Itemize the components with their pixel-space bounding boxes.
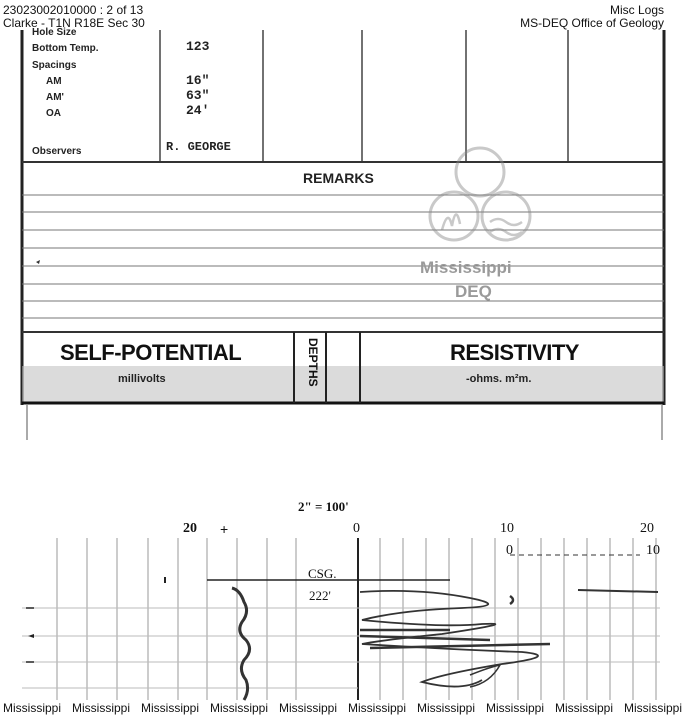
collection-text: Misc Logs	[609, 3, 664, 17]
amp-value: 63"	[186, 88, 210, 103]
casing-label: CSG.	[308, 566, 337, 581]
footer-watermark: Mississippi	[348, 701, 407, 715]
res-scale-20: 20	[640, 521, 654, 536]
remarks-title: REMARKS	[303, 170, 374, 186]
log-grid	[0, 500, 670, 700]
observers-value: R. GEORGE	[166, 140, 231, 154]
footer-watermark: Mississippi	[210, 701, 269, 715]
res-scale-10: 10	[500, 521, 514, 536]
sp-scale-label: 20	[183, 521, 197, 536]
hole-size-label: Hole Size	[32, 27, 77, 38]
watermark-line1: Mississippi	[420, 258, 512, 277]
sp-unit: millivolts	[118, 373, 166, 385]
res-scale2-10: 10	[646, 543, 660, 558]
footer-watermark: Mississippi	[141, 701, 200, 715]
footer-watermark: Mississippi	[624, 701, 682, 715]
footer-watermark: Mississippi	[3, 701, 62, 715]
amp-label: AM'	[46, 92, 64, 103]
depths-label	[298, 338, 324, 400]
res-scale-0: 0	[353, 521, 360, 536]
res-title: RESISTIVITY	[450, 340, 579, 365]
bottom-temp-value: 123	[186, 39, 210, 54]
am-value: 16"	[186, 73, 210, 88]
footer-watermark-row	[0, 701, 682, 715]
log-scale-label: 2" = 100'	[298, 499, 349, 514]
res-scale2-0: 0	[506, 543, 513, 558]
footer-watermark: Mississippi	[417, 701, 476, 715]
agency-text: MS-DEQ Office of Geology	[520, 16, 664, 30]
casing-depth: 222'	[309, 588, 331, 603]
watermark-line2: DEQ	[455, 282, 492, 301]
spacings-label: Spacings	[32, 60, 77, 71]
footer-watermark: Mississippi	[72, 701, 131, 715]
res-unit: -ohms. m²m.	[466, 373, 532, 385]
oa-label: OA	[46, 108, 61, 119]
bottom-temp-label: Bottom Temp.	[32, 43, 99, 54]
observers-label: Observers	[32, 146, 82, 157]
oa-value: 24'	[186, 103, 210, 118]
footer-watermark: Mississippi	[486, 701, 545, 715]
sp-title: SELF-POTENTIAL	[60, 340, 242, 365]
am-label: AM	[46, 76, 62, 87]
location-text: Clarke - T1N R18E Sec 30	[3, 16, 145, 30]
mdeq-logo-icon	[414, 140, 544, 260]
depths-text: DEPTHS	[306, 338, 320, 387]
sp-plus-label: +	[220, 521, 229, 537]
document-id: 23023002010000 : 2 of 13	[3, 3, 144, 17]
footer-watermark: Mississippi	[555, 701, 614, 715]
footer-watermark: Mississippi	[279, 701, 338, 715]
